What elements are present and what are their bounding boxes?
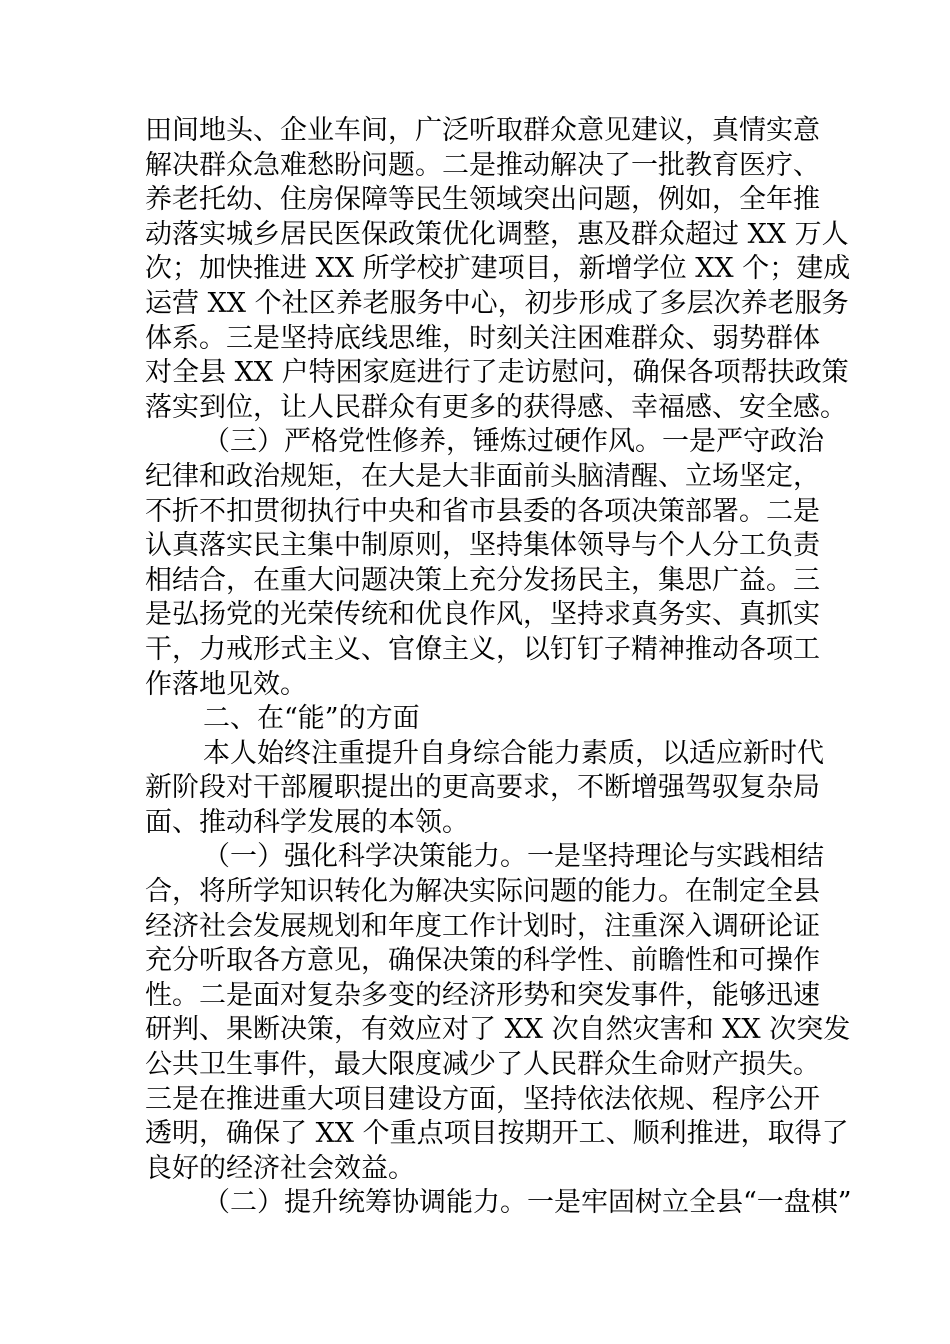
text-line: 动落实城乡居民医保政策优化调整，惠及群众超过 XX 万人 [145,218,849,250]
text-line: 三是在推进重大项目建设方面，坚持依法依规、程序公开 [145,1083,820,1115]
text-line: 充分听取各方意见，确保决策的科学性、前瞻性和可操作 [145,945,820,977]
text-line: 对全县 XX 户特困家庭进行了走访慰问，确保各项帮扶政策 [145,357,849,389]
text-line: （三）严格党性修养，锤炼过硬作风。一是严守政治 [203,426,824,458]
text-line: 新阶段对干部履职提出的更高要求，不断增强驾驭复杂局 [145,772,820,804]
text-line: 认真落实民主集中制原则，坚持集体领导与个人分工负责 [145,530,820,562]
text-line: 落实到位，让人民群众有更多的获得感、幸福感、安全感。 [145,391,847,423]
text-line: 经济社会发展规划和年度工作计划时，注重深入调研论证 [145,910,820,942]
text-line: 田间地头、企业车间，广泛听取群众意见建议，真情实意 [145,115,820,146]
text-line: 二、在“能”的方面 [203,703,420,735]
body-text [145,114,852,1221]
text-line: 面、推动科学发展的本领。 [145,806,469,838]
text-line: 是弘扬党的光荣传统和优良作风，坚持求真务实、真抓实 [145,599,820,631]
text-line: 干，力戒形式主义、官僚主义，以钉钉子精神推动各项工 [145,633,820,665]
text-line: 本人始终注重提升自身综合能力素质，以适应新时代 [203,737,824,769]
text-line: 良好的经济社会效益。 [145,1152,415,1184]
text-line: 透明，确保了 XX 个重点项目按期开工、顺利推进，取得了 [145,1118,849,1150]
text-line: 体系。三是坚持底线思维，时刻关注困难群众、弱势群体 [145,322,820,354]
text-line: 作落地见效。 [145,668,307,700]
text-line: 解决群众急难愁盼问题。二是推动解决了一批教育医疗、 [145,149,820,181]
text-line: 公共卫生事件，最大限度减少了人民群众生命财产损失。 [145,1049,820,1081]
text-line: （一）强化科学决策能力。一是坚持理论与实践相结 [203,841,824,873]
text-line: 运营 XX 个社区养老服务中心，初步形成了多层次养老服务 [145,287,849,319]
text-line: 纪律和政治规矩，在大是大非面前头脑清醒、立场坚定， [145,460,820,492]
text-line: 养老托幼、住房保障等民生领域突出问题，例如，全年推 [145,184,820,216]
text-line: （二）提升统筹协调能力。一是牢固树立全县“一盘棋” [203,1187,852,1219]
text-line: 合，将所学知识转化为解决实际问题的能力。在制定全县 [145,876,820,908]
text-line: 研判、果断决策，有效应对了 XX 次自然灾害和 XX 次突发 [145,1014,851,1046]
text-line: 不折不扣贯彻执行中央和省市县委的各项决策部署。二是 [145,495,820,527]
text-line: 次；加快推进 XX 所学校扩建项目，新增学位 XX 个；建成 [145,253,851,285]
text-line: 性。二是面对复杂多变的经济形势和突发事件，能够迅速 [145,979,820,1011]
text-line: 相结合，在重大问题决策上充分发扬民主，集思广益。三 [145,564,820,596]
